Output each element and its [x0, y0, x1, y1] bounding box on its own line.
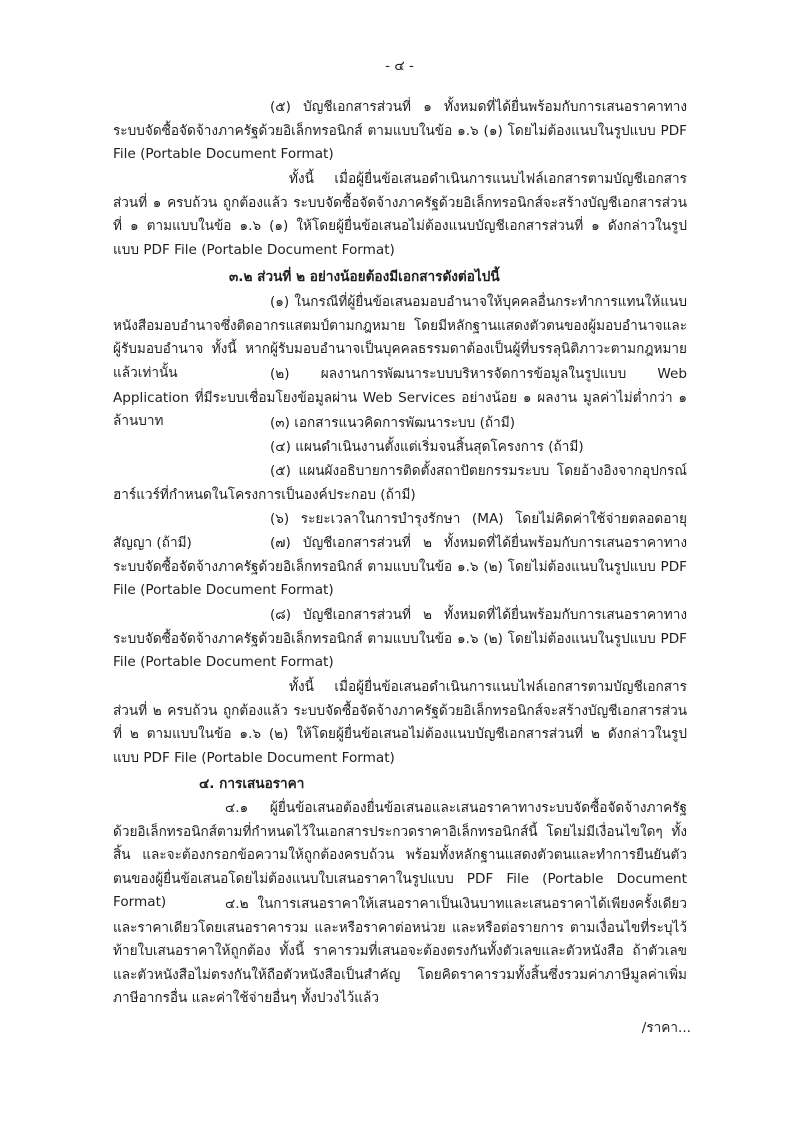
paragraph-4-1: ๔.๑ ผู้ยื่นข้อเสนอต้องยื่นข้อเสนอและเสนอราคาทางระบบจัดซื้อจัดจ้างภาครัฐด้วยอิเล็กทรอนิกส์ตามที่กำหนดไว้ในเอกสารประกวดราคาอิเล็กทรอนิกส์นี้ โดยไม่มีเงื่อนไขใดๆ ทั้งสิ้น และจะต้องกรอกข้อความให้ถูกต้องครบถ้วน พร้อมทั้งหลักฐานแสดงตัวตนและทำการยืนยันตัวตนของผู้ยื่นข้อเสนอโดยไม่ต้องแนบใบเสนอราคาในรูปแบบ PDF File (Portable Document Format)	[113, 800, 687, 910]
paragraph-part2-item1: (๑) ในกรณีที่ผู้ยื่นข้อเสนอมอบอำนาจให้บุคคลอื่นกระทำการแทนให้แนบหนังสือมอบอำนาจซึ่งติดอากรแสตมป์ตามกฎหมาย โดยมีหลักฐานแสดงตัวตนของผู้มอบอำนาจและผู้รับมอบอำนาจ ทั้งนี้ หากผู้รับมอบอำนาจเป็นบุคคลธรรมดาต้องเป็นผู้ที่บรรลุนิติภาวะตามกฎหมายแล้วเท่านั้น	[113, 294, 687, 381]
heading-3-2: ๓.๒ ส่วนที่ ๒ อย่างน้อยต้องมีเอกสารดังต่อไปนี้	[229, 269, 500, 285]
paragraph-part2-item2: (๒) ผลงานการพัฒนาระบบบริหารจัดการข้อมูลในรูปแบบ Web Application ที่มีระบบเชื่อมโยงข้อมูลผ่าน Web Services อย่างน้อย ๑ ผลงาน มูลค่าไม่ต่ำกว่า ๑ ล้านบาท	[113, 366, 687, 429]
continuation-text: /ราคา...	[641, 1020, 691, 1036]
paragraph-part2-item3: (๓) เอกสารแนวคิดการพัฒนาระบบ (ถ้ามี)	[270, 415, 516, 431]
page-number: - ๔ -	[385, 58, 414, 74]
paragraph-part2-item7: (๗) บัญชีเอกสารส่วนที่ ๒ ทั้งหมดที่ได้ยื่นพร้อมกับการเสนอราคาทางระบบจัดซื้อจัดจ้างภาครัฐด้วยอิเล็กทรอนิกส์ ตามแบบในข้อ ๑.๖ (๒) โดยไม่ต้องแนบในรูปแบบ PDF File (Portable Document Format)	[113, 535, 687, 598]
paragraph-part2-item8: (๘) บัญชีเอกสารส่วนที่ ๒ ทั้งหมดที่ได้ยื่นพร้อมกับการเสนอราคาทางระบบจัดซื้อจัดจ้างภาครัฐด้วยอิเล็กทรอนิกส์ ตามแบบในข้อ ๑.๖ (๒) โดยไม่ต้องแนบในรูปแบบ PDF File (Portable Document Format)	[113, 607, 687, 670]
paragraph-4-2: ๔.๒ ในการเสนอราคาให้เสนอราคาเป็นเงินบาทและเสนอราคาได้เพียงครั้งเดียวและราคาเดียวโดยเสนอราคารวม และหรือราคาต่อหน่วย และหรือต่อรายการ ตามเงื่อนไขที่ระบุไว้ท้ายใบเสนอราคาให้ถูกต้อง ทั้งนี้ ราคารวมที่เสนอจะต้องตรงกันทั้งตัวเลขและตัวหนังสือ ถ้าตัวเลขและตัวหนังสือไม่ตรงกันให้ถือตัวหนังสือเป็นสำคัญ โดยคิดราคารวมทั้งสิ้นซึ่งรวมค่าภาษีมูลค่าเพิ่ม ภาษีอากรอื่น และค่าใช้จ่ายอื่นๆ ทั้งปวงไว้แล้ว	[113, 896, 687, 1006]
heading-4: ๔. การเสนอราคา	[199, 776, 305, 792]
paragraph-part2-note: ทั้งนี้ เมื่อผู้ยื่นข้อเสนอดำเนินการแนบไฟล์เอกสารตามบัญชีเอกสารส่วนที่ ๒ ครบถ้วน ถูกต้องแล้ว ระบบจัดซื้อจัดจ้างภาครัฐด้วยอิเล็กทรอนิกส์จะสร้างบัญชีเอกสารส่วนที่ ๒ ตามแบบในข้อ ๑.๖ (๒) ให้โดยผู้ยื่นข้อเสนอไม่ต้องแนบบัญชีเอกสารส่วนที่ ๒ ดังกล่าวในรูปแบบ PDF File (Portable Document Format)	[113, 679, 687, 766]
paragraph-part2-item6: (๖) ระยะเวลาในการบำรุงรักษา (MA) โดยไม่คิดค่าใช้จ่ายตลอดอายุสัญญา (ถ้ามี)	[113, 511, 687, 551]
paragraph-part2-item5: (๕) แผนผังอธิบายการติดตั้งสถาปัตยกรรมระบบ โดยอ้างอิงจากอุปกรณ์ฮาร์แวร์ที่กำหนดในโครงการเป็นองค์ประกอบ (ถ้ามี)	[113, 463, 687, 503]
paragraph-part1-item5: (๕) บัญชีเอกสารส่วนที่ ๑ ทั้งหมดที่ได้ยื่นพร้อมกับการเสนอราคาทางระบบจัดซื้อจัดจ้างภาครัฐด้วยอิเล็กทรอนิกส์ ตามแบบในข้อ ๑.๖ (๑) โดยไม่ต้องแนบในรูปแบบ PDF File (Portable Document Format)	[113, 99, 687, 162]
paragraph-part2-item4: (๔) แผนดำเนินงานตั้งแต่เริ่มจนสิ้นสุดโครงการ (ถ้ามี)	[270, 439, 584, 455]
paragraph-part1-note: ทั้งนี้ เมื่อผู้ยื่นข้อเสนอดำเนินการแนบไฟล์เอกสารตามบัญชีเอกสารส่วนที่ ๑ ครบถ้วน ถูกต้องแล้ว ระบบจัดซื้อจัดจ้างภาครัฐด้วยอิเล็กทรอนิกส์จะสร้างบัญชีเอกสารส่วนที่ ๑ ตามแบบในข้อ ๑.๖ (๑) ให้โดยผู้ยื่นข้อเสนอไม่ต้องแนบบัญชีเอกสารส่วนที่ ๑ ดังกล่าวในรูปแบบ PDF File (Portable Document Format)	[113, 171, 687, 258]
